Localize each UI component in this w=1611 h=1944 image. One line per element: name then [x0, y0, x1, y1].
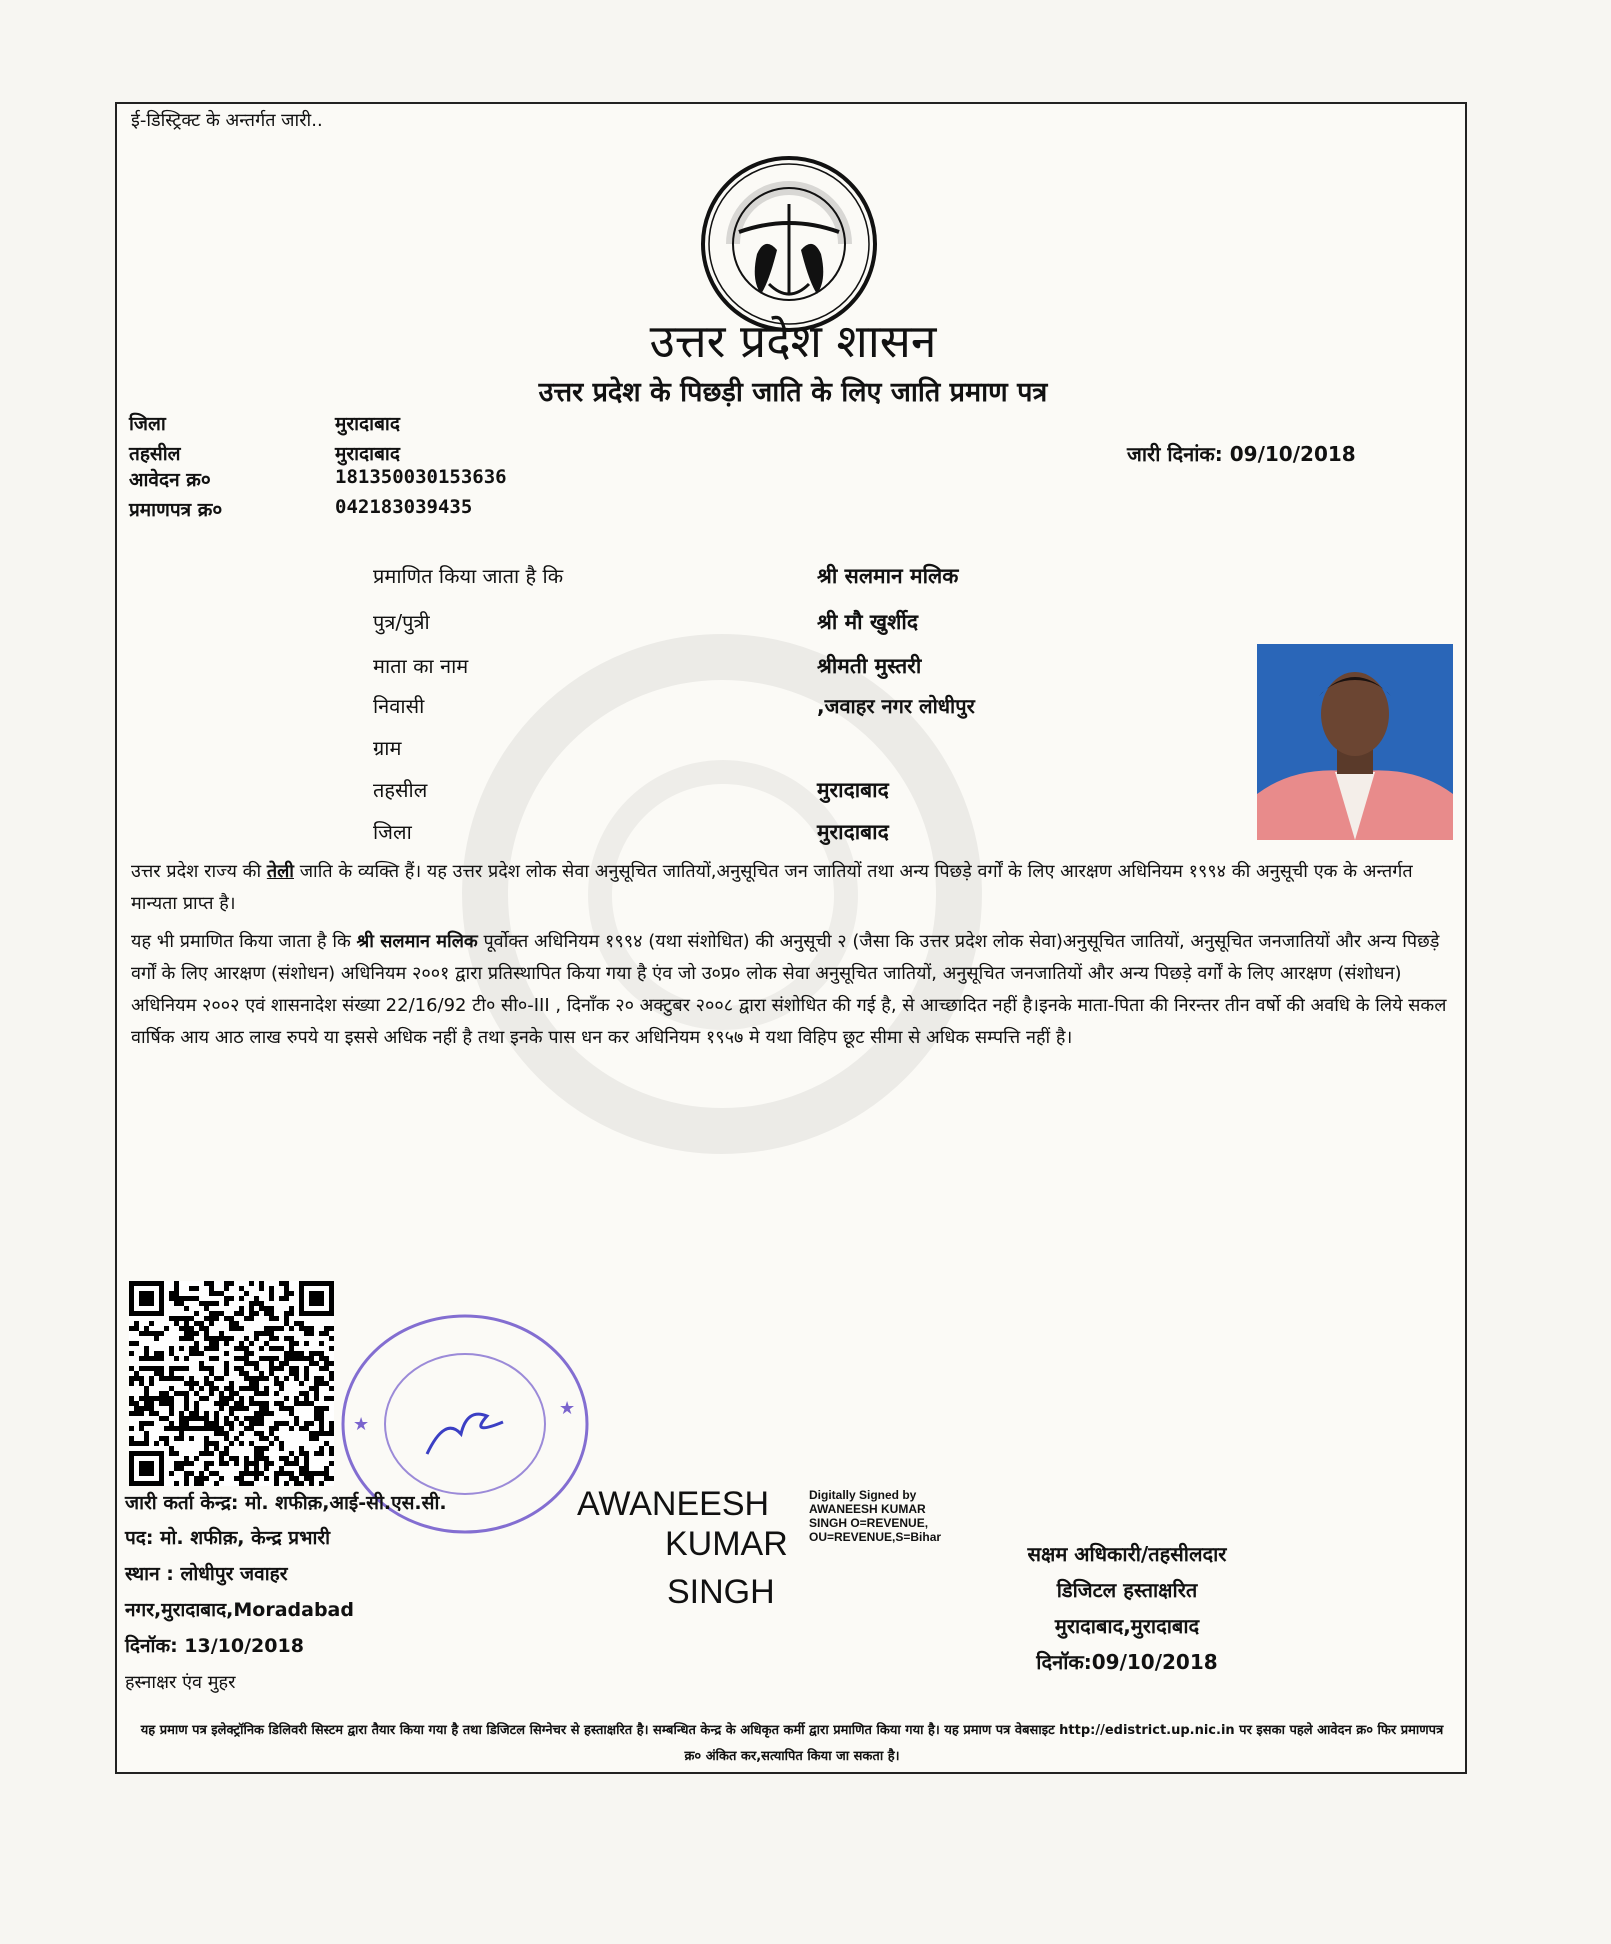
government-title: उत्तर प्रदेश शासन	[649, 314, 937, 368]
signature-detail-line: OU=REVENUE,S=Bihar	[809, 1530, 942, 1544]
detail-value-father: श्री मौ खुर्शीद	[817, 610, 918, 634]
caste-paragraph-rest: जाति के व्यक्ति हैं। यह उत्तर प्रदेश लोक सेवा अनुसूचित जातियों,अनुसूचित जन जातियों तथा अन्य पिछड़े वर्गों के लिए आरक्षण अधिनियम १९९४ की अनुसूची एक के अन्तर्गत मान्यता प्राप्त है।	[131, 861, 1413, 914]
detail-value-tehsil: मुरादाबाद	[817, 778, 889, 802]
svg-text:★: ★	[559, 1398, 576, 1419]
issuer-place-line2: नगर,मुरादाबाद,Moradabad	[125, 1599, 354, 1621]
meta-label-application-no: आवेदन क्र०	[129, 469, 211, 491]
applicant-photo	[1257, 644, 1453, 840]
detail-label-mother: माता का नाम	[373, 654, 469, 678]
caste-paragraph-lead: उत्तर प्रदेश राज्य की	[131, 861, 267, 882]
detail-value-district: मुरादाबाद	[817, 820, 889, 844]
signer-name-line2: KUMAR	[665, 1525, 788, 1563]
signature-details	[809, 1488, 941, 1544]
detail-value-mother: श्रीमती मुस्तरी	[817, 654, 922, 678]
income-paragraph-rest: पूर्वोक्त अधिनियम १९९४ (यथा संशोधित) की अनुसूची २ (जैसा कि उत्तर प्रदेश लोक सेवा)अनुसूचित जातियों, अनुसूचित जनजातियों और अन्य पिछड़े वर्गों के लिए आरक्षण (संशोधन) अधिनियम २००१ द्वारा प्रतिस्थापित किया गया है एंव जो उ०प्र० लोक सेवा अनुसूचित जातियों, अनुसूचित जनजातियों और अन्य पिछड़े वर्गों के लिए आरक्षण (संशोधन) अधिनियम २००२ एवं शासनादेश संख्या 22/16/92 टी० सी०-III , दिनाँक २० अक्टुबर २००८ द्वारा संशोधित की गई है, से आच्छादित नहीं है।इनके माता-पिता की निरन्तर तीन वर्षो की अवधि के लिये सकल वार्षिक आय आठ लाख रुपये या इससे अधिक नहीं है तथा इनके पास धन कर अधिनियम १९५७ मे यथा विहिप छूट सीमा से अधिक सम्पत्ति नहीं है।	[131, 931, 1447, 1048]
qr-code	[129, 1281, 334, 1486]
issue-date-value: 09/10/2018	[1229, 442, 1356, 466]
issuer-date: दिनॉक: 13/10/2018	[125, 1635, 304, 1657]
meta-value-tehsil: मुरादाबाद	[335, 443, 400, 465]
certificate-sheet	[115, 102, 1467, 1774]
detail-label-resident: निवासी	[373, 694, 425, 718]
caste-paragraph	[131, 856, 1451, 920]
signature-detail-line: Digitally Signed by	[809, 1488, 917, 1502]
meta-value-district: मुरादाबाद	[335, 413, 400, 435]
income-paragraph	[131, 926, 1451, 1054]
detail-label-village: ग्राम	[373, 736, 402, 760]
certificate-title: उत्तर प्रदेश के पिछड़ी जाति के लिए जाति प्रमाण पत्र	[538, 377, 1048, 408]
issue-date	[1127, 440, 1356, 467]
issued-under-note: ई-डिस्ट्रिक्ट के अन्तर्गत जारी..	[131, 110, 323, 131]
caste-name: तेली	[266, 861, 294, 882]
authority-title: सक्षम अधिकारी/तहसीलदार	[1027, 1542, 1227, 1566]
detail-label-son-of: पुत्र/पुत्री	[373, 610, 430, 634]
signature-detail-line: SINGH O=REVENUE,	[809, 1516, 929, 1530]
issuer-centre: जारी कर्ता केन्द्र: मो. शफीक़,आई-सी.एस.सी.	[125, 1492, 447, 1514]
detail-label-certified: प्रमाणित किया जाता है कि	[373, 564, 564, 588]
income-paragraph-lead: यह भी प्रमाणित किया जाता है कि	[131, 931, 357, 952]
authority-place: मुरादाबाद,मुरादाबाद	[1054, 1614, 1200, 1638]
meta-value-certificate-no: 042183039435	[335, 496, 473, 518]
issuer-sign-seal: हस्नाक्षर एंव मुहर	[125, 1672, 236, 1693]
detail-value-name: श्री सलमान मलिक	[817, 564, 959, 588]
meta-label-certificate-no: प्रमाणपत्र क्र०	[129, 499, 223, 521]
meta-label-district: जिला	[129, 413, 166, 435]
signer-name-line1: AWANEESH	[577, 1485, 770, 1523]
issuer-post: पद: मो. शफीक़, केन्द्र प्रभारी	[125, 1527, 331, 1549]
signature-detail-line: AWANEESH KUMAR	[809, 1502, 926, 1516]
detail-label-tehsil: तहसील	[373, 778, 428, 802]
footer-verification-note: यह प्रमाण पत्र इलेक्ट्रॉनिक डिलिवरी सिस्टम द्वारा तैयार किया गया है तथा डिजिटल सिग्नेचर से हस्ताक्षरित है। सम्बन्धित केन्द्र के अधिकृत कर्मी द्वारा प्रमाणित किया गया है। यह प्रमाण पत्र वेबसाइट http://edistrict.up.nic.in पर इसका पहले आवेदन क्र० फिर प्रमाणपत्र क्र० अंकित कर,सत्यापित किया जा सकता है।	[140, 1723, 1444, 1764]
svg-text:★: ★	[353, 1414, 370, 1435]
detail-label-district: जिला	[373, 820, 412, 844]
signer-name-line3: SINGH	[667, 1573, 775, 1611]
authority-date: दिनॉक:09/10/2018	[1036, 1650, 1218, 1674]
income-paragraph-name: श्री सलमान मलिक	[356, 931, 478, 952]
state-emblem-icon	[699, 154, 879, 334]
detail-value-resident: ,जवाहर नगर लोधीपुर	[817, 694, 975, 718]
authority-signed: डिजिटल हस्ताक्षरित	[1056, 1578, 1198, 1602]
issue-date-label: जारी दिनांक:	[1127, 442, 1223, 466]
issuer-place-line1: स्थान : लोधीपुर जवाहर	[125, 1563, 288, 1585]
meta-value-application-no: 181350030153636	[335, 466, 507, 488]
meta-label-tehsil: तहसील	[129, 443, 181, 465]
